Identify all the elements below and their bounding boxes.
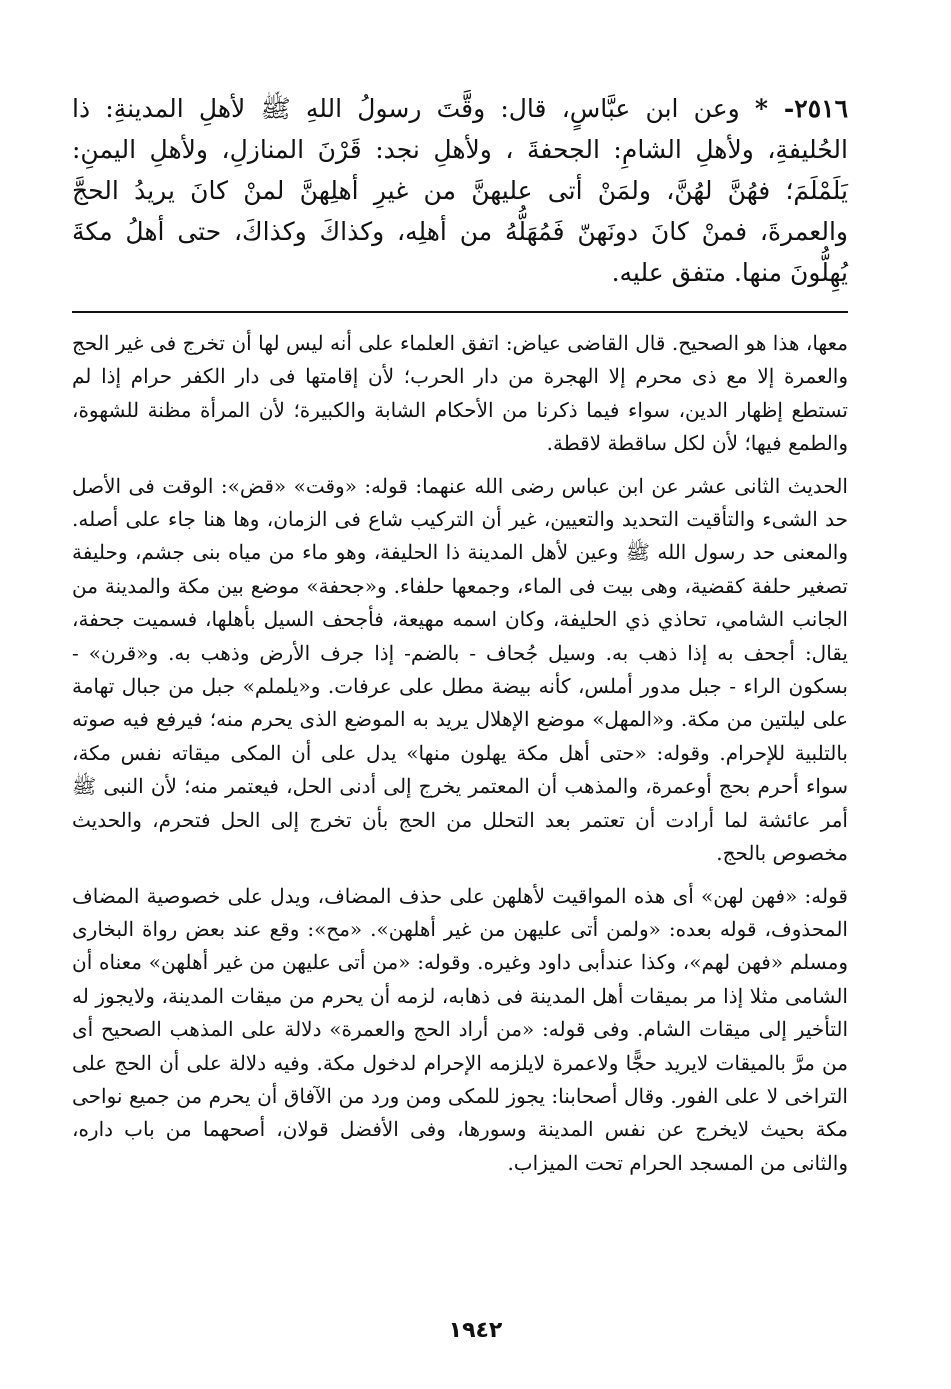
commentary-paragraph: قوله: «فهن لهن» أى هذه المواقيت لأهلهن على حذف المضاف، ويدل على خصوصية المضاف المحذوف، قوله بعده: «ولمن أتى عليهن من غير أهلهن». «مح»: وقع عند بعض رواة البخارى ومسلم «فهن لهم»، وكذا عندأبى داود وغيره. وقوله: «من أتى عليهن من غير أهلهن» معناه أن الشامى مثلا إذا مر بميقات أهل المدينة فى ذهابه، لزمه أن يحرم من ميقات المدينة، ولايجوز له التأخير إلى ميقات الشام. وفى قوله: «من أراد الحج والعمرة» دلالة على المذهب الصحيح أى من مرَّ بالميقات لايريد حجًّا ولاعمرة لايلزمه الإحرام لدخول مكة. وفيه دلالة على أن الحج على التراخى لا على الفور. وقال أصحابنا: يجوز للمكى ومن ورد من الآفاق أن يحرم من جميع نواحى مكة بحيث لايخرج عن نفس المدينة وسورها، وفى الأفضل قولان، أصحهما من باب داره، والثانى من المسجد الحرام تحت الميزاب. bbox=[72, 883, 848, 1175]
hadith-number: ٢٥١٦- * bbox=[754, 94, 849, 123]
commentary-paragraph: معها، هذا هو الصحيح. قال القاضى عياض: اتفق العلماء على أنه ليس لها أن تخرج فى غير الحج والعمرة إلا مع ذى محرم إلا الهجرة من دار الحرب؛ لأن إقامتها فى دار الكفر حرام إذا لم تستطع إظهار الدين، سواء فيما ذكرنا من الأحكام الشابة والكبيرة؛ لأن المرأة مظنة للشهوة، والطمع فيها؛ لأن لكل ساقطة لاقطة. bbox=[72, 331, 849, 456]
hadith-text: وعن ابن عبَّاسٍ، قال: وقَّتَ رسولُ اللهِ ﷺ لأهلِ المدينةِ: ذا الحُليفةِ، ولأهلِ الشامِ: الجحفةَ ، ولأهلِ نجد: قَرْنَ المنازلِ، ولأهلِ اليمنِ: يَلَمْلَمَ؛ فهُنَّ لهُنَّ، ولمَنْ أتى عليهنَّ من غيرِ أهلِهنَّ لمنْ كانَ يريدُ الحجَّ والعمرةَ، فمنْ كانَ دونَهنّ فَمُهَلُّهُ من أهلِه، وكذاكَ وكذاكَ، حتى أهلُ مكةَ يُهِلُّونَ منها. متفق عليه. bbox=[72, 94, 848, 287]
hadith-text-block bbox=[72, 88, 848, 293]
commentary-block bbox=[72, 327, 848, 1180]
section-divider bbox=[72, 311, 848, 313]
page-content bbox=[72, 88, 848, 1189]
commentary-paragraph: الحديث الثانى عشر عن ابن عباس رضى الله عنهما: قوله: «وقت» «قض»: الوقت فى الأصل حد الشىء والتأقيت التحديد والتعيين، غير أن التركيب شاع فى الزمان، وها هنا جاء على أصله. والمعنى حد رسول الله ﷺ وعين لأهل المدينة ذا الحليفة، وهو ماء من مياه بنى جشم، وحليفة تصغير حلفة كقضية، وهى بيت فى الماء، وجمعها حلفاء. و«جحفة» موضع بين مكة والمدينة من الجانب الشامي، تحاذي ذي الحليفة، وكان اسمه مهيعة، فأجحف السيل بأهلها، فسميت جحفة، يقال: أجحف به إذا ذهب به. وسيل جُحاف - بالضم- إذا جرف الأرض وذهب به. و«قرن» - بسكون الراء - جبل مدور أملس، كأنه بيضة مطل على عرفات. و«يلملم» جبل من جبال تهامة على ليلتين من مكة. و«المهل» موضع الإهلال يريد به الموضع الذى يحرم منه؛ فيرفع فيه صوته بالتلبية للإحرام. وقوله: «حتى أهل مكة يهلون منها» يدل على أن المكى ميقاته نفس مكة، سواء أحرم بحج أوعمرة، والمذهب أن المعتمر يخرج إلى أدنى الحل، فيعتمر منه؛ لأن النبى ﷺ أمر عائشة لما أرادت أن تعتمر بعد التحلل من الحج بأن تخرج إلى الحل فتحرم، والحديث مخصوص بالحج. bbox=[72, 473, 849, 866]
page-number: ١٩٤٢ bbox=[448, 1318, 503, 1343]
